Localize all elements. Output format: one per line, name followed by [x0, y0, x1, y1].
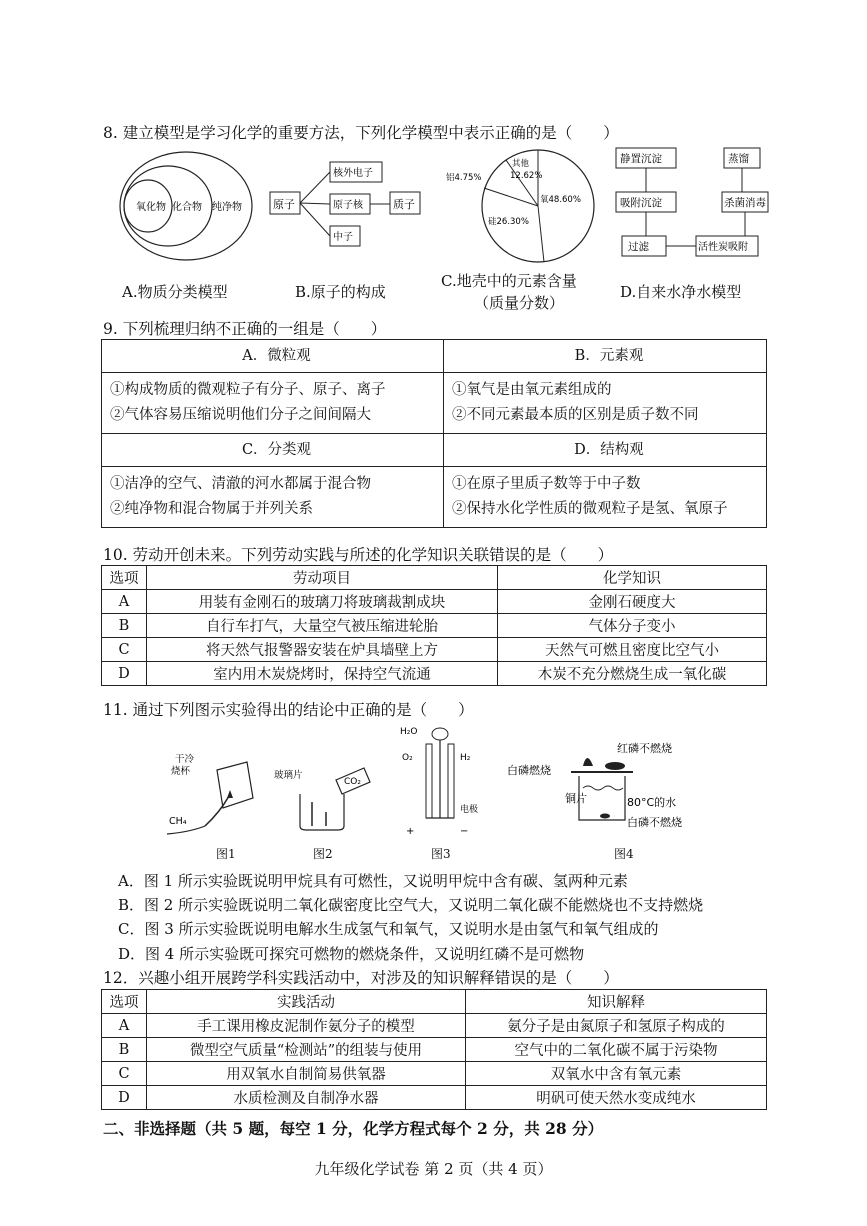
- q8-c-caption2: （质量分数）: [474, 294, 565, 312]
- table-row: B 微型空气质量“检测站”的组装与使用 空气中的二氧化碳不属于污染物: [102, 1038, 767, 1062]
- svg-text:CO₂: CO₂: [344, 777, 361, 787]
- svg-text:红磷不燃烧: 红磷不燃烧: [617, 742, 672, 755]
- q8-c-caption1: C.地壳中的元素含量: [441, 272, 577, 290]
- q11-fig4: [505, 736, 715, 836]
- svg-text:核外电子: 核外电子: [333, 168, 373, 179]
- svg-text:玻璃片: 玻璃片: [274, 770, 303, 781]
- svg-text:12.62%: 12.62%: [510, 171, 543, 181]
- svg-text:电极: 电极: [460, 805, 479, 815]
- q9-d-line1: ①在原子里质子数等于中子数: [452, 476, 641, 492]
- q9-d-title: D．结构观: [444, 434, 767, 467]
- svg-text:CH₄: CH₄: [169, 816, 187, 827]
- svg-text:干冷: 干冷: [175, 754, 195, 765]
- table-row: A 用装有金刚石的玻璃刀将玻璃裁割成块 金刚石硬度大: [102, 590, 767, 614]
- q8-a-label-oxide: 氧化物: [136, 202, 166, 213]
- q9-b-title: B．元素观: [444, 340, 767, 373]
- q10-stem: 10. 劳动开创未来。下列劳动实践与所述的化学知识关联错误的是（ ）: [103, 546, 614, 564]
- svg-text:O₂: O₂: [402, 753, 413, 763]
- table-row: D 水质检测及自制净水器 明矾可使天然水变成纯水: [102, 1086, 767, 1110]
- q9-c-line1: ①洁净的空气、清澈的河水都属于混合物: [110, 476, 371, 492]
- page-footer: 九年级化学试卷 第 2 页（共 4 页）: [314, 1160, 553, 1178]
- q11-option-d: D．图 4 所示实验既可探究可燃物的燃烧条件，又说明红磷不是可燃物: [118, 945, 585, 963]
- q10-table: 选项 劳动项目 化学知识 A 用装有金刚石的玻璃刀将玻璃裁割成块 金刚石硬度大 B 自行车打气，大量空气被压缩进轮胎 气体分子变小 C 将天然气报警器安装在炉具墙壁上方 天然气可燃且密度比空气小 D 室内用木炭烧烤时，保持空气流通 木炭不充分燃烧生成一氧化碳: [101, 565, 767, 686]
- q8-a-label-pure: 纯净物: [212, 202, 242, 213]
- q11-option-c: C．图 3 所示实验既说明电解水生成氢气和氧气，又说明水是由氢气和氧气组成的: [118, 920, 659, 938]
- svg-text:原子核: 原子核: [333, 200, 363, 211]
- table-row: D 室内用木炭烧烤时，保持空气流通 木炭不充分燃烧生成一氧化碳: [102, 662, 767, 686]
- q8-b-diagram: [268, 158, 428, 258]
- svg-text:杀菌消毒: 杀菌消毒: [724, 197, 766, 209]
- q12-table: 选项 实践活动 知识解释 A 手工课用橡皮泥制作氨分子的模型 氨分子是由氮原子和氢原子构成的 B 微型空气质量“检测站”的组装与使用 空气中的二氧化碳不属于污染物 C 用双氧水自制简易供氧器 双氧水中含有氧元素 D 水质检测及自制净水器 明矾可使天然水变成纯水: [101, 989, 767, 1110]
- svg-text:白磷燃烧: 白磷燃烧: [507, 764, 551, 777]
- svg-text:H₂O: H₂O: [400, 727, 418, 737]
- q11-fig1-caption: 图1: [216, 847, 236, 861]
- svg-text:吸附沉淀: 吸附沉淀: [620, 197, 662, 209]
- svg-text:铜片: 铜片: [565, 792, 587, 805]
- svg-text:其他: 其他: [512, 159, 530, 169]
- q9-a-line1: ①构成物质的微观粒子有分子、原子、离子: [110, 382, 386, 398]
- section2-heading: 二、非选择题（共 5 题，每空 1 分，化学方程式每个 2 分，共 28 分）: [103, 1119, 604, 1138]
- q9-c-line2: ②纯净物和混合物属于并列关系: [110, 501, 313, 517]
- q11-fig4-caption: 图4: [614, 847, 634, 861]
- svg-text:白磷不燃烧: 白磷不燃烧: [627, 816, 682, 829]
- q9-table: [101, 339, 767, 528]
- q8-a-caption: A.物质分类模型: [122, 283, 228, 301]
- svg-text:质子: 质子: [393, 198, 415, 211]
- q11-stem: 11. 通过下列图示实验得出的结论中正确的是（ ）: [103, 701, 474, 719]
- svg-text:氧48.60%: 氧48.60%: [540, 195, 581, 205]
- svg-text:蒸馏: 蒸馏: [728, 153, 749, 165]
- svg-text:铝4.75%: 铝4.75%: [446, 173, 482, 183]
- q11-option-a: A．图 1 所示实验既说明甲烷具有可燃性，又说明甲烷中含有碳、氢两种元素: [118, 872, 628, 890]
- q8-d-caption: D.自来水净水模型: [620, 283, 742, 301]
- q8-c-pie: [440, 148, 600, 266]
- svg-text:−: −: [460, 826, 469, 837]
- svg-text:中子: 中子: [333, 232, 353, 243]
- q9-stem: 9. 下列梳理归纳不正确的一组是（ ）: [103, 320, 387, 338]
- table-row: C 用双氧水自制简易供氧器 双氧水中含有氧元素: [102, 1062, 767, 1086]
- q11-fig1: [165, 752, 265, 842]
- svg-text:+: +: [406, 826, 415, 837]
- q9-b-line1: ①氧气是由氧元素组成的: [452, 382, 612, 398]
- q9-b-line2: ②不同元素最本质的区别是质子数不同: [452, 407, 699, 423]
- q11-fig3-caption: 图3: [431, 847, 451, 861]
- svg-text:原子: 原子: [273, 198, 295, 211]
- q8-a-diagram: [118, 148, 258, 266]
- q11-fig2: [272, 760, 372, 840]
- svg-text:活性炭吸附: 活性炭吸附: [698, 242, 748, 253]
- q9-a-line2: ②气体容易压缩说明他们分子之间间隔大: [110, 407, 371, 423]
- q8-b-caption: B.原子的构成: [295, 283, 386, 301]
- svg-text:烧杯: 烧杯: [171, 766, 191, 777]
- q11-option-b: B．图 2 所示实验既说明二氧化碳密度比空气大，又说明二氧化碳不能燃烧也不支持燃烧: [118, 896, 704, 914]
- q8-d-flowchart: [612, 144, 772, 264]
- q8-stem: 8. 建立模型是学习化学的重要方法，下列化学模型中表示正确的是（ ）: [103, 124, 619, 142]
- svg-text:硅26.30%: 硅26.30%: [488, 217, 529, 227]
- svg-text:H₂: H₂: [460, 753, 471, 763]
- q11-fig2-caption: 图2: [313, 847, 333, 861]
- table-row: C 将天然气报警器安装在炉具墙壁上方 天然气可燃且密度比空气小: [102, 638, 767, 662]
- table-row: A 手工课用橡皮泥制作氨分子的模型 氨分子是由氮原子和氢原子构成的: [102, 1014, 767, 1038]
- svg-text:静置沉淀: 静置沉淀: [620, 153, 662, 165]
- q9-c-title: C．分类观: [102, 434, 444, 467]
- q9-d-line2: ②保持水化学性质的微观粒子是氢、氧原子: [452, 501, 728, 517]
- q12-stem: 12．兴趣小组开展跨学科实践活动中，对涉及的知识解释错误的是（ ）: [103, 969, 619, 987]
- q11-fig3: [398, 722, 488, 842]
- svg-text:80°C的水: 80°C的水: [627, 796, 677, 809]
- table-row: B 自行车打气，大量空气被压缩进轮胎 气体分子变小: [102, 614, 767, 638]
- q9-a-title: A．微粒观: [102, 340, 444, 373]
- q8-a-label-compound: 化合物: [172, 202, 202, 213]
- svg-text:过滤: 过滤: [628, 241, 649, 253]
